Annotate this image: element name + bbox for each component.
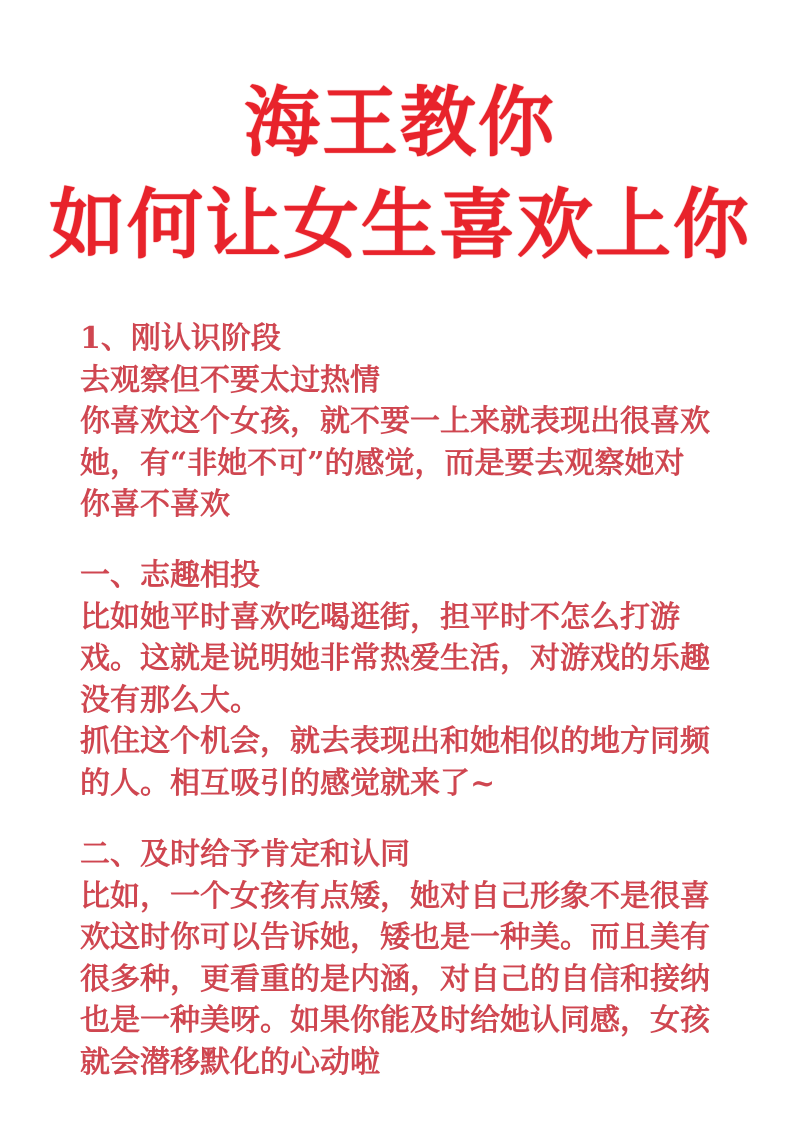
section-3 — [80, 834, 730, 1083]
paragraph-line: 去观察但不要太过热情 — [80, 362, 380, 398]
paragraph-line: 比如，一个女孩有点矮，她对自己形象不是很喜 — [80, 878, 710, 914]
paragraph-line: 欢这时你可以告诉她，矮也是一种美。而且美有 — [80, 920, 710, 955]
paragraph-line: 她，有“非她不可”的感觉，而是要去观察她对 — [80, 445, 685, 481]
section-2 — [80, 555, 730, 804]
paragraph-line: 你喜不喜欢 — [80, 487, 230, 522]
paragraph-line: 抓住这个机会，就去表现出和她相似的地方同频 — [80, 724, 710, 759]
paragraph-line: 的人。相互吸引的感觉就来了~ — [80, 765, 496, 801]
paragraph-line: 没有那么大。 — [80, 682, 260, 718]
paragraph-line: 比如她平时喜欢吃喝逛街，担平时不怎么打游 — [80, 599, 680, 635]
section-1 — [80, 318, 730, 526]
paragraph-line: 也是一种美呀。如果你能及时给她认同感，女孩 — [80, 1003, 710, 1038]
section-heading: 一、志趣相投 — [80, 558, 260, 593]
title-line-2: 如何让女生喜欢上你 — [49, 180, 751, 269]
paragraph-line: 很多种，更看重的是内涵，对自己的自信和接纳 — [80, 961, 710, 997]
section-heading: 二、及时给予肯定和认同 — [80, 837, 410, 872]
section-heading: 1、刚认识阶段 — [80, 321, 281, 356]
paragraph-line: 就会潜移默化的心动啦 — [80, 1044, 380, 1080]
title-line-1: 海王教你 — [244, 78, 556, 167]
paragraph-line: 你喜欢这个女孩，就不要一上来就表现出很喜欢 — [80, 404, 710, 439]
paragraph-line: 戏。这就是说明她非常热爱生活，对游戏的乐趣 — [80, 641, 710, 676]
